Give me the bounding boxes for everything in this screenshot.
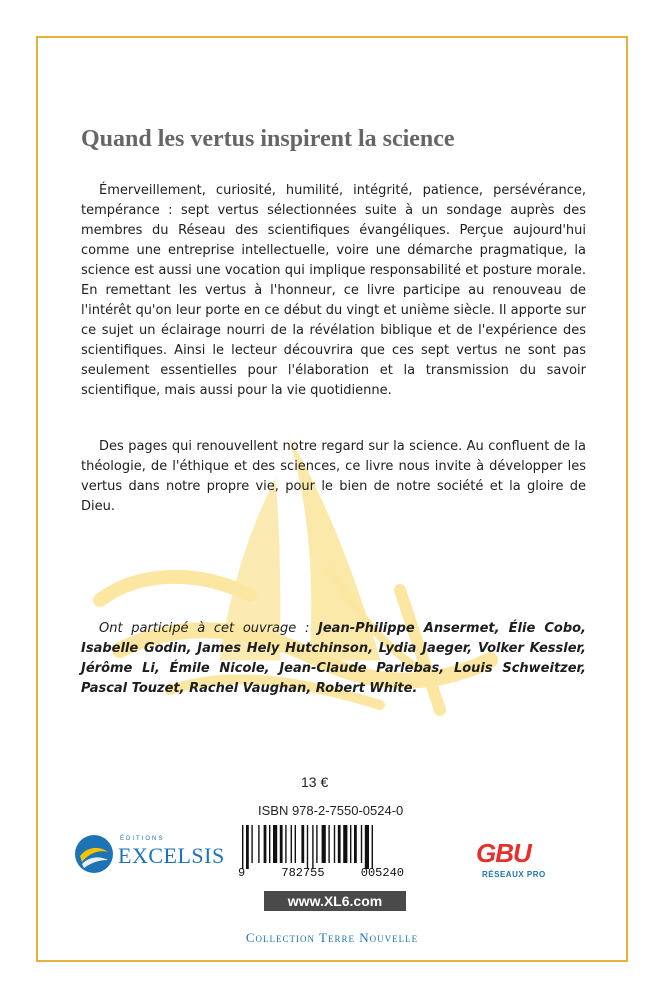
barcode-bar [258, 825, 259, 863]
isbn-label: ISBN 978-2-7550-0524-0 [258, 803, 404, 818]
barcode-bar [350, 825, 351, 863]
collection-name: Collection Terre Nouvelle [245, 930, 419, 945]
barcode-bar [312, 825, 313, 869]
barcode-bar [372, 825, 373, 869]
barcode-bar [264, 825, 267, 863]
barcode-bar [322, 825, 326, 863]
barcode-bar [285, 825, 286, 863]
barcode-digit-group: 9 [238, 866, 246, 880]
excelsis-emblem-icon [72, 832, 116, 876]
partner-name: GBU [476, 838, 531, 868]
contributors-paragraph [81, 619, 586, 699]
barcode-digit-group: 782755 [281, 866, 325, 880]
contributors-intro: Ont participé à cet ouvrage : [99, 621, 319, 636]
summary-paragraph-2: Des pages qui renouvellent notre regard sur la science. Au confluent de la théologie, de l'éthique et des sciences, ce livre nous invite à développer les vertus dans notre propre vie, pour le bien de notre société et la gloire de Dieu. [81, 439, 586, 514]
price-label: 13 € [301, 774, 329, 790]
excelsis-logo [72, 832, 234, 878]
publisher-name: EXCELSIS [118, 843, 225, 868]
gbu-logo [470, 838, 560, 886]
barcode-bar [361, 825, 362, 863]
barcode-bar [328, 825, 329, 863]
barcode-bar [242, 825, 243, 869]
summary-paragraph-1: Émerveillement, curiosité, humilité, intégrité, patience, persévérance, tempérance : sept vertus sélectionnées suite à un sondage auprès des membres du Réseau des scientifiques évangéliques. Perçue aujourd'hui comme une entreprise intellectuelle, voire une démarche pragmatique, la science est aussi une vocation qui implique responsabilité et posture morale. En remettant les vertus à l'honneur, ce livre participe au renouveau de l'intérêt qu'on leur porte en ce début du vingt et unième siècle. Il apporte sur ce sujet un éclairage nourri de la révélation biblique et de l'expérience des scientifiques. Ainsi le lecteur découvrira que ces sept vertus ne sont pas seulement essentielles pour l'élaboration et la transmission du savoir scientifique, mais aussi pour la vie quotidienne. [81, 183, 586, 398]
barcode-bar [307, 825, 308, 869]
barcode-number [236, 866, 406, 880]
barcode-bar [280, 825, 283, 863]
barcode-bar [251, 825, 252, 863]
barcode-bar [343, 825, 347, 863]
website-link[interactable]: www.XL6.com [264, 891, 406, 911]
barcode-bar [295, 825, 296, 863]
barcode-bar [273, 825, 277, 863]
barcode-bar [365, 825, 369, 869]
barcode-digit-group: 005240 [360, 866, 404, 880]
page-title: Quand les vertus inspirent la science [81, 126, 455, 152]
publisher-label: ÉDITIONS [120, 836, 165, 842]
barcode-bar [246, 825, 249, 869]
barcode-bar [269, 825, 270, 863]
barcode-bar [338, 825, 341, 863]
barcode-bar [301, 825, 304, 863]
barcode-bar [334, 825, 335, 863]
barcode-bar [316, 825, 317, 863]
barcode-bar [291, 825, 292, 863]
contributors-names: Jean-Philippe Ansermet, Élie Cobo, Isabelle Godin, James Hely Hutchinson, Lydia Jaeger, Volker Kessler, Jérôme Li, Émile Nicole, Jean-Claude Parlebas, Louis Schweitzer, Pascal Touzet, Rachel Vaughan, Robert White. [81, 621, 586, 696]
barcode-bar [354, 825, 357, 863]
partner-tagline: RÉSEAUX PRO [482, 870, 546, 879]
